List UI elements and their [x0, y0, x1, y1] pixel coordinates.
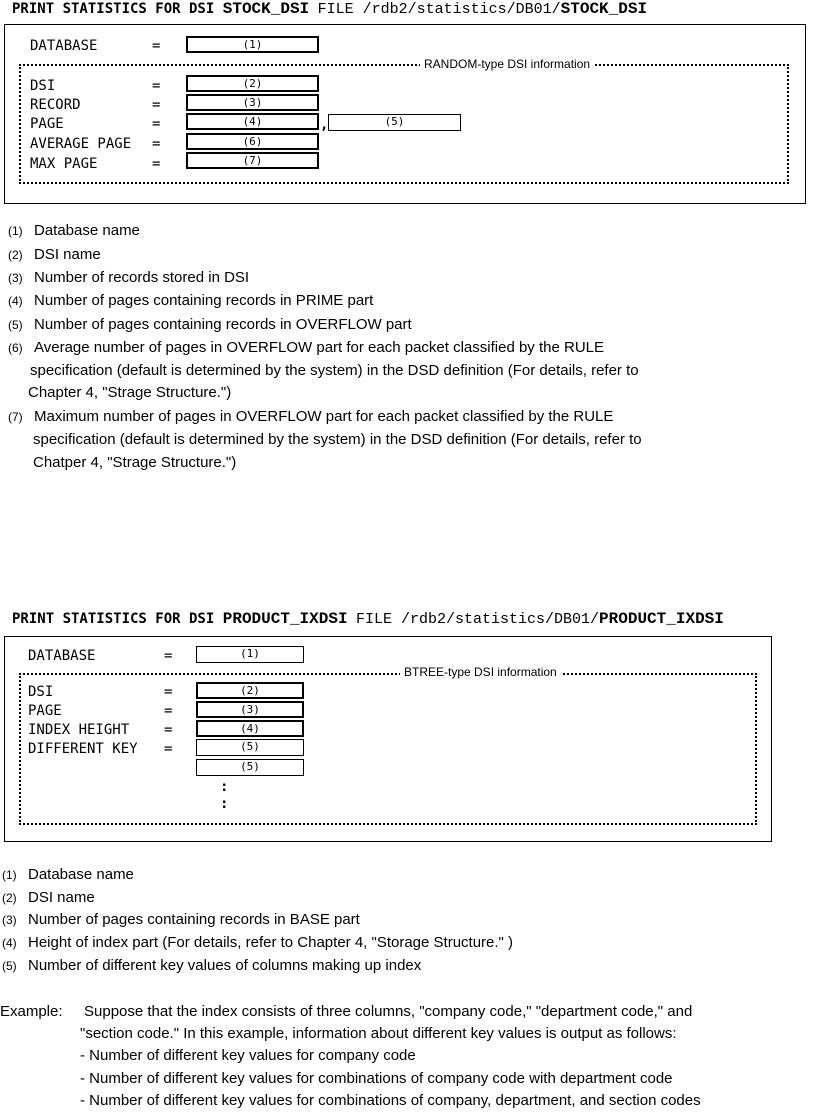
database-field: (1) [186, 36, 319, 53]
btree-different-key-label: DIFFERENT KEY [28, 741, 138, 757]
database-label: DATABASE [30, 38, 98, 54]
example-line-3: - Number of different key values for company code [80, 1047, 416, 1064]
btree-index-height-field: (4) [196, 720, 304, 737]
section1-note-7: (7) Maximum number of pages in OVERFLOW part for each packet classified by the RULE [8, 408, 614, 425]
section1-note-7-line3: Chatper 4, "Strage Structure.") [33, 454, 237, 471]
dsi-eq: = [152, 78, 161, 94]
section2-heading: PRINT STATISTICS FOR DSI PRODUCT_IXDSI FILE /rdb2/statistics/DB01/PRODUCT_IXDSI [12, 610, 724, 628]
record-label: RECORD [30, 97, 81, 113]
btree-database-field: (1) [196, 646, 304, 663]
section1-note-6-line2: specification (default is determined by the system) in the DSD definition (For details, refer to [30, 362, 639, 379]
example-line-1: Suppose that the index consists of three columns, "company code," "department code," and [84, 1003, 693, 1020]
btree-different-key-eq: = [164, 741, 173, 757]
example-line-4: - Number of different key values for combinations of company code with department code [80, 1070, 673, 1087]
section1-note-6-line3: Chapter 4, "Strage Structure.") [28, 384, 232, 401]
btree-dsi-field: (2) [196, 682, 304, 699]
record-field: (3) [186, 94, 319, 111]
btree-index-height-label: INDEX HEIGHT [28, 722, 130, 738]
max-page-label: MAX PAGE [30, 156, 98, 172]
average-page-field: (6) [186, 133, 319, 150]
example-label: Example: [0, 1003, 63, 1020]
btree-database-label: DATABASE [28, 648, 96, 664]
section2-note-4: (4) Height of index part (For details, refer to Chapter 4, "Storage Structure." ) [2, 934, 514, 951]
example-line-5: - Number of different key values for combinations of company, department, and section codes [80, 1092, 701, 1109]
max-page-field: (7) [186, 152, 319, 169]
continuation-dots-2: : [220, 796, 229, 812]
random-dsi-legend: RANDOM-type DSI information [420, 57, 594, 71]
record-eq: = [152, 97, 161, 113]
example-line-2: "section code." In this example, information about different key values is output as follows: [80, 1025, 677, 1042]
btree-dsi-legend: BTREE-type DSI information [400, 665, 561, 679]
btree-different-key-field-2: (5) [196, 759, 304, 776]
page-label: PAGE [30, 116, 64, 132]
btree-dsi-eq: = [164, 684, 173, 700]
section1-note-5: (5) Number of pages containing records in OVERFLOW part [8, 316, 412, 333]
dsi-label: DSI [30, 78, 56, 94]
btree-index-height-eq: = [164, 722, 173, 738]
section1-note-4: (4) Number of pages containing records in PRIME part [8, 292, 374, 309]
page-field: (4) [186, 113, 319, 130]
btree-page-eq: = [164, 703, 173, 719]
page-separator: , [320, 117, 329, 133]
average-page-eq: = [152, 136, 161, 152]
section1-note-7-line2: specification (default is determined by the system) in the DSD definition (For details, refer to [33, 431, 642, 448]
section1-note-1: (1) Database name [8, 222, 140, 239]
page-overflow-field: (5) [328, 114, 461, 131]
page-eq: = [152, 116, 161, 132]
average-page-label: AVERAGE PAGE [30, 136, 132, 152]
continuation-dots-1: : [220, 779, 229, 795]
btree-dsi-label: DSI [28, 684, 54, 700]
section2-note-1: (1) Database name [2, 866, 134, 883]
btree-page-field: (3) [196, 701, 304, 718]
btree-page-label: PAGE [28, 703, 62, 719]
section1-heading: PRINT STATISTICS FOR DSI STOCK_DSI FILE /rdb2/statistics/DB01/STOCK_DSI [12, 0, 648, 18]
database-eq: = [152, 38, 161, 54]
section1-note-3: (3) Number of records stored in DSI [8, 269, 250, 286]
btree-database-eq: = [164, 648, 173, 664]
section1-note-2: (2) DSI name [8, 246, 101, 263]
section1-note-6: (6) Average number of pages in OVERFLOW part for each packet classified by the RULE [8, 339, 604, 356]
btree-different-key-field: (5) [196, 739, 304, 756]
section2-note-2: (2) DSI name [2, 889, 95, 906]
section2-note-5: (5) Number of different key values of columns making up index [2, 957, 422, 974]
dsi-field: (2) [186, 75, 319, 92]
section2-note-3: (3) Number of pages containing records in BASE part [2, 911, 360, 928]
max-page-eq: = [152, 156, 161, 172]
